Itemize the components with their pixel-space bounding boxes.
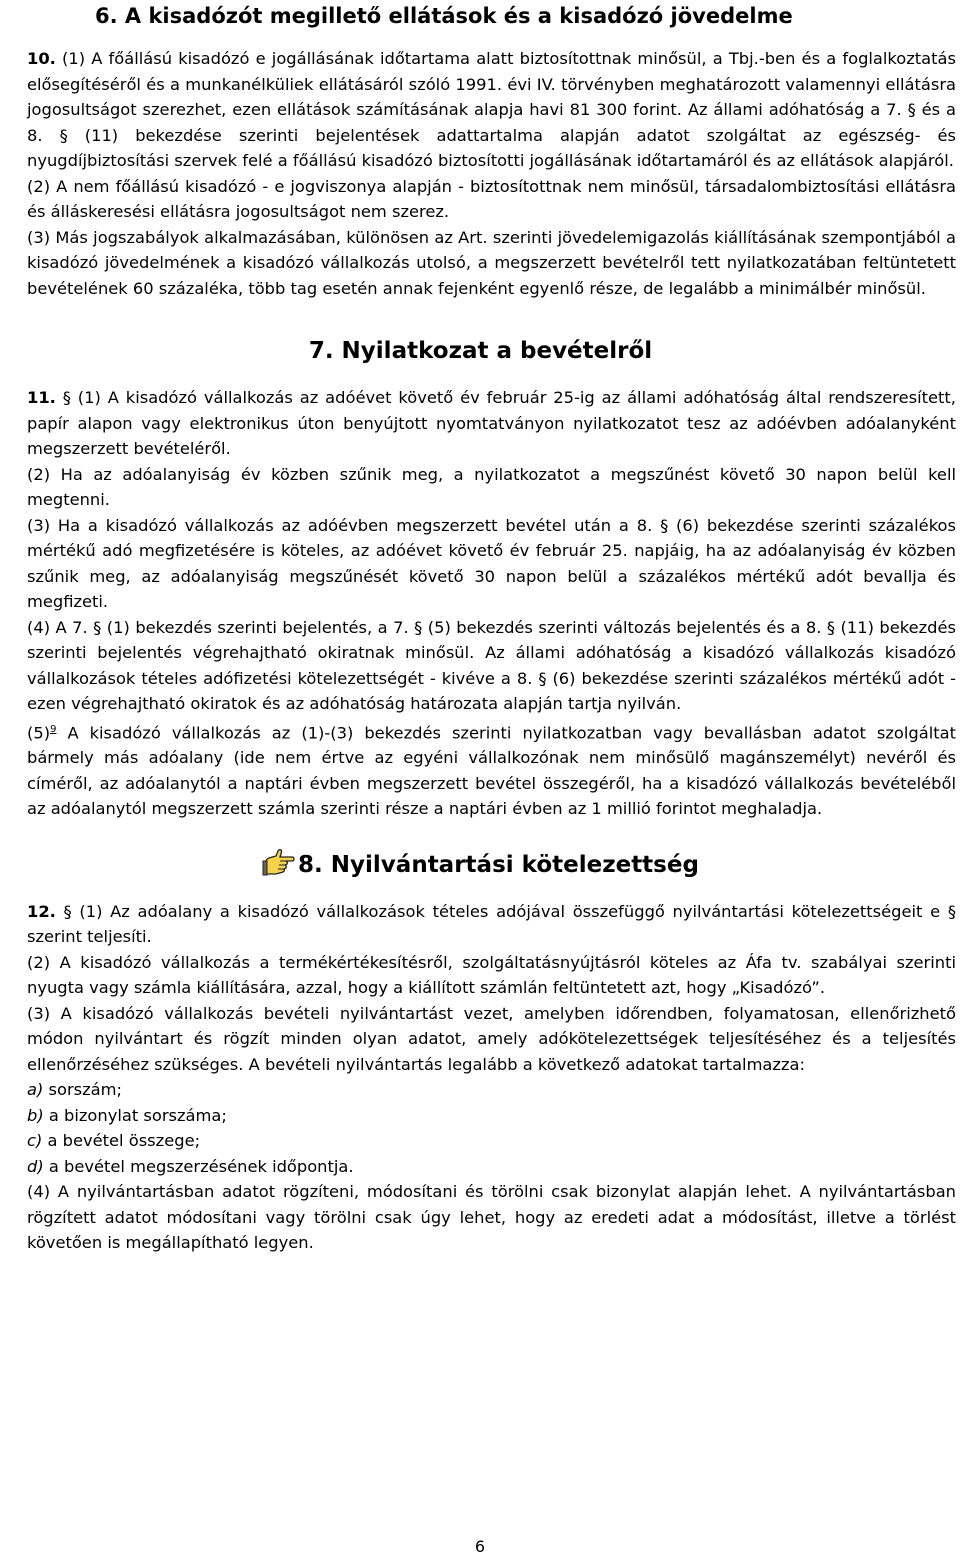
paragraph-12-1: 12. § (1) Az adóalany a kisadózó vállalkozások tételes adójával összefüggő nyilvántartási kötelezettségeit e § szerint teljesíti. <box>27 901 956 947</box>
paragraph-number: 12. <box>27 901 56 921</box>
document-page <box>5 0 956 1256</box>
footnote-link[interactable]: 9 <box>50 723 57 735</box>
list-item: d) a bevétel megszerzésének időpontja. <box>27 1156 354 1176</box>
paragraph-number: 10. <box>27 49 56 68</box>
paragraph-number: 11. <box>27 388 56 407</box>
section-7-title: 7. Nyilatkozat a bevételről <box>308 338 653 364</box>
paragraph-11-1: 11. § (1) A kisadózó vállalkozás az adóévet követő év február 25-ig az állami adóhatóság által rendszeresített, papír alapon vagy elektronikus úton benyújtott nyomtatványon nyilatkozatot tesz az adóévben adóalanyként megszerzett bevételéről. <box>27 388 956 458</box>
section-8-title: 8. Nyilvántartási kötelezettség <box>5 848 956 881</box>
paragraph-10-3: (3) Más jogszabályok alkalmazásában, különösen az Art. szerinti jövedelemigazolás kiállításának szempontjából a kisadózó jövedelmének a kisadózó vállalkozás utolsó, a megszerzett bevételről tett nyilatkozatában feltüntetett bevételének 60 százaléka, több tag esetén annak fejenként egyenlő része, de legalább a minimálbér minősül. <box>27 227 956 298</box>
paragraph-10-1: 10. (1) A főállású kisadózó e jogállásának időtartama alatt biztosítottnak minősül, a Tbj.-ben és a foglalkoztatás elősegítéséről és a munkanélküliek ellátásáról szóló 1991. évi IV. törvényben meghatározott valamennyi ellátásra jogosultságot szerezhet, ezen ellátások számításának alapja havi 81 300 forint. Az állami adóhatóság a 7. § és a 8. § (11) bekezdése szerinti bejelentések adattartalma alapján adatot szolgáltat az egészség- és nyugdíjbiztosítási szervek felé a főállású kisadózó biztosítotti jogállásának időtartamáról és az ellátások alapjáról. <box>27 49 956 170</box>
data-list <box>5 1077 956 1179</box>
paragraph-12-2: (2) A kisadózó vállalkozás a termékértékesítésről, szolgáltatásnyújtásról köteles az Áfa tv. szabályai szerinti nyugta vagy számla kiállítására, azzal, hogy a kiállított számlán feltüntetett azt, hogy „Kisadózó”. <box>27 952 956 998</box>
section-6-title: 6. A kisadózót megillető ellátások és a kisadózó jövedelme <box>95 4 793 28</box>
paragraph-12-4: (4) A nyilvántartásban adatot rögzíteni, módosítani és törölni csak bizonylat alapján lehet. A nyilvántartásban rögzített adatot módosítani vagy törölni csak úgy lehet, hogy az eredeti adat a módosítást, illetve a törlést követően is megállapítható legyen. <box>27 1182 956 1253</box>
list-item: c) a bevétel összege; <box>27 1131 201 1151</box>
paragraph-10-2: (2) A nem főállású kisadózó - e jogviszonya alapján - biztosítottnak nem minősül, társadalombiztosítási ellátásra és álláskeresési ellátásra jogosultságot nem szerez. <box>27 176 956 221</box>
pointing-hand-icon[interactable] <box>262 848 296 876</box>
paragraph-11-3: (3) Ha a kisadózó vállalkozás az adóévben megszerzett bevétel után a 8. § (6) bekezdése szerinti százalékos mértékű adó megfizetésére is köteles, az adóévet követő év február 25. napjáig, ha az adóalanyiság év közben szűnik meg, az adóalanyiság megszűnését követő 30 napon belül a százalékos mértékű adót bevallja és megfizeti. <box>27 515 956 611</box>
paragraph-11-2: (2) Ha az adóalanyiság év közben szűnik meg, a nyilatkozatot a megszűnést követő 30 napon belül kell megtenni. <box>27 464 956 509</box>
page-number: 6 <box>474 1537 486 1556</box>
list-item: a) sorszám; <box>27 1080 123 1100</box>
paragraph-11-4: (4) A 7. § (1) bekezdés szerinti bejelentés, a 7. § (5) bekezdés szerinti változás bejelentés és a 8. § (11) bekezdés szerinti bejelentés végrehajtható okiratnak minősül. Az állami adóhatóság a kisadózó vállalkozás kisadózó vállalkozások tételes adófizetési kötelezettségét - kivéve a 8. § (6) bekezdése szerinti százalékos mértékű adót - ezen végrehajtható okiratok és az adóhatóság határozata alapján tartja nyilván. <box>27 617 956 713</box>
paragraph-12-3: (3) A kisadózó vállalkozás bevételi nyilvántartást vezet, amelyben időrendben, folyamatosan, ellenőrizhető módon nyilvántart és rögzít minden olyan adatot, amely adókötelezettségek teljesítéséhez és a teljesítés ellenőrzéséhez szükséges. A bevételi nyilvántartás legalább a következő adatokat tartalmazza: <box>27 1003 956 1074</box>
paragraph-11-5: $(5)^9$ A kisadózó vállalkozás az (1)-(3) bekezdés szerinti nyilatkozatban vagy bevallásban adatot szolgáltat bármely más adóalany (ide nem értve az egyéni vállalkozónak nem minősülő magánszemélyt) nevéről és címéről, az adóalanytól a naptári évben megszerzett bevétel összegéről, ha a kisadózó vállalkozás bevételéből az adóalanytól megszerzett számla szerinti része a naptári évben az 1 millió forintot meghaladja. <box>27 722 956 819</box>
list-item: b) a bizonylat sorszáma; <box>27 1105 227 1125</box>
